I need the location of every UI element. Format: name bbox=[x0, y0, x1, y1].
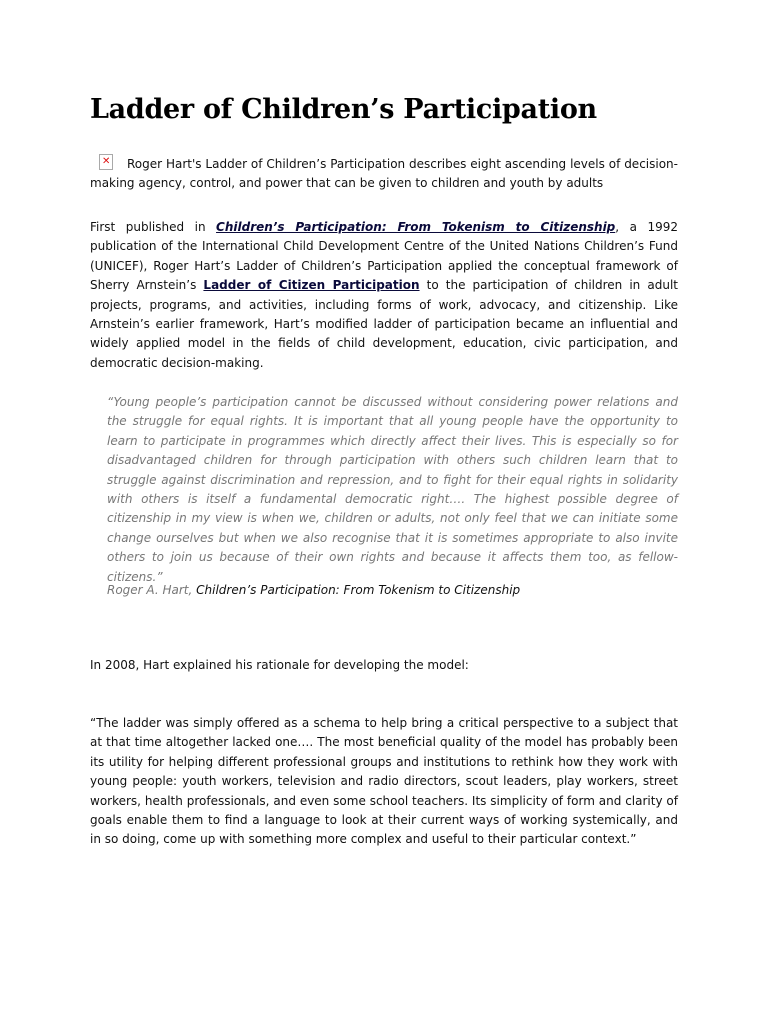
intro-paragraph bbox=[90, 154, 678, 194]
book-title-link[interactable]: Children’s Participation: From Tokenism to Citizenship bbox=[216, 220, 616, 234]
history-middle: , a 1992 publication of the International Child Development Centre of the United Nations Children’s Fund (UNICEF), Roger Hart’s Ladder of Children’s Participation applied the conceptual framework of Sherry Arnstein’s bbox=[90, 220, 678, 293]
ladder-citizen-participation-link[interactable]: Ladder of Citizen Participation bbox=[203, 278, 420, 293]
citation-work: Children’s Participation: From Tokenism to Citizenship bbox=[196, 583, 521, 597]
history-prefix: First published in bbox=[90, 220, 217, 234]
history-suffix: to the participation of children in adult projects, programs, and activities, including forms of work, advocacy, and citizenship. Like Arnstein’s earlier framework, Hart’s modified ladder of participation became an influential and widely applied model in the fields of child development, education, civic participation, and democratic decision-making. bbox=[90, 278, 678, 370]
blockquote-text: “Young people’s participation cannot be discussed without considering power relations and the struggle for equal rights. It is important that all young people have the opportunity to learn to participate in programmes which directly affect their lives. This is especially so for disadvantaged children for through participation with others such children learn that to struggle against discrimination and repression, and to fight for their equal rights in solidarity with others is itself a fundamental democratic right…. The highest possible degree of citizenship in my view is when we, children or adults, not only feel that we can initiate some change ourselves but when we also recognise that it is sometimes appropriate to also invite others to join us because of their own rights and because it affects them too, as fellow-citizens.” bbox=[107, 395, 678, 584]
intro-text: Roger Hart's Ladder of Children’s Participation describes eight ascending levels of decision-making agency, control, and power that can be given to children and youth by adults bbox=[90, 157, 678, 191]
broken-image-mark: ✕ bbox=[102, 156, 111, 167]
page-title: Ladder of Children’s Participation bbox=[90, 94, 597, 125]
rationale-intro-paragraph: In 2008, Hart explained his rationale for developing the model: bbox=[90, 658, 469, 672]
citation-author: Roger A. Hart, bbox=[107, 583, 193, 597]
broken-image-icon bbox=[99, 154, 113, 170]
history-paragraph bbox=[90, 218, 678, 373]
rationale-quote-paragraph: “The ladder was simply offered as a schema to help bring a critical perspective to a subject that at that time altogether lacked one…. The most beneficial quality of the model has probably been its utility for helping different professional groups and institutions to rethink how they work with young people: youth workers, television and radio directors, scout leaders, play workers, street workers, health professionals, and even some school teachers. Its simplicity of form and clarity of goals enable them to find a language to look at their current ways of working systemically, and in so doing, come up with something more complex and useful to their particular context.” bbox=[90, 716, 678, 847]
blockquote-citation bbox=[107, 581, 520, 600]
